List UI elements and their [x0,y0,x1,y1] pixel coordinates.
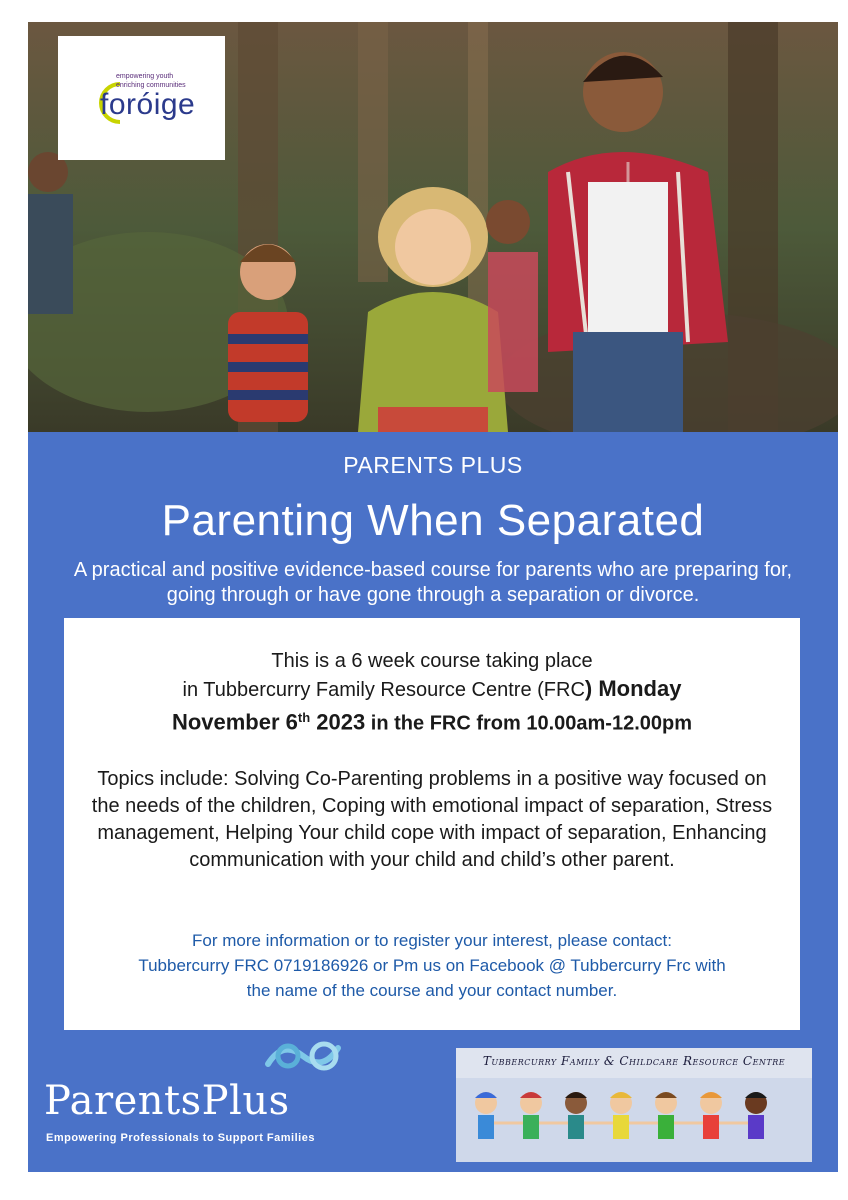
contact-line-2: Tubbercurry FRC 0719186926 or Pm us on Facebook @ Tubbercurry Frc with [138,956,726,975]
hero-photo [28,22,838,432]
course-date: November 6 [171,709,298,735]
frc-logo [456,1048,812,1162]
program-kicker: PARENTS PLUS [343,452,523,478]
parentsplus-wordmark: ParentsPlus [44,1078,290,1124]
course-description: A practical and positive evidence-based course for parents who are preparing for, going through or have gone through a separation or divorce. [73,559,793,606]
course-date-suffix: th [297,710,311,725]
course-info-box [64,618,800,1030]
contact-line-3: the name of the course and your contact number. [246,981,618,1000]
parentsplus-infinity-icon [258,1036,348,1076]
poster [28,22,838,1172]
foroige-tagline-line2: enriching communities [116,82,186,89]
contact-info [82,928,782,1003]
page-title: Parenting When Separated [161,496,705,545]
frc-title: Tubbercurry Family & Childcare Resource Centre [482,1054,786,1068]
course-venue-line [64,675,800,704]
course-duration: This is a 6 week course taking place [271,650,593,672]
contact-line-1: For more information or to register your interest, please contact: [192,931,672,950]
course-topics: Topics include: Solving Co-Parenting problems in a positive way focused on the needs of the children, Coping with emotional impact of separation, Stress management, Helping Your child cope with impact of separation, Enhancing communication with your child and child’s other parent. [91,768,773,871]
foroige-logo [58,36,225,160]
course-year: 2023 [310,709,366,735]
course-date-line [64,704,800,738]
foroige-tagline-line1: empowering youth [116,73,174,80]
course-venue: in Tubbercurry Family Resource Centre (FRC [182,679,585,701]
course-day: ) Monday [584,676,682,701]
course-schedule [64,648,800,738]
course-time: in the FRC from 10.00am-12.00pm [365,712,693,735]
parentsplus-tagline: Empowering Professionals to Support Families [46,1132,315,1144]
foroige-wordmark: foróige [100,88,196,121]
